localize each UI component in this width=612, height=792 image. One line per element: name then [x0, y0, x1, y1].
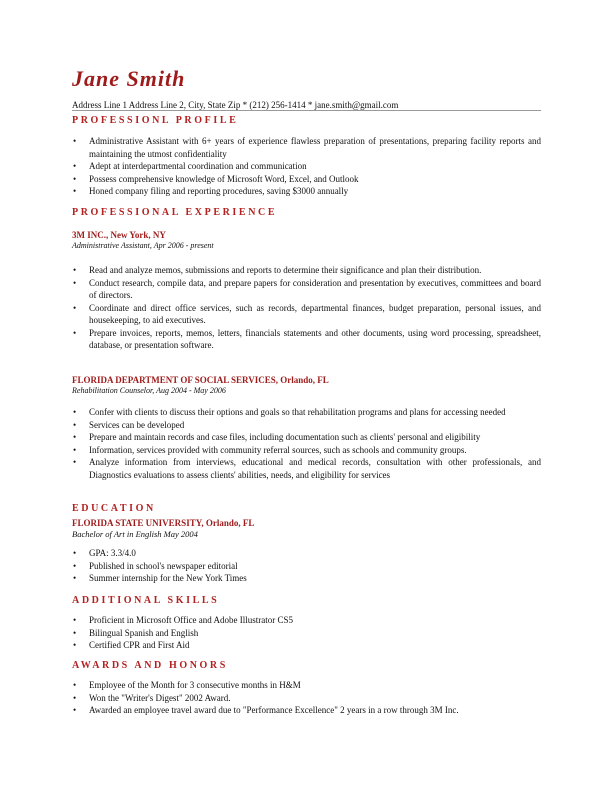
school: [72, 518, 541, 529]
skills-list: [72, 614, 541, 652]
profile-section: [72, 115, 541, 198]
company-name: 3M INC.,: [72, 230, 109, 240]
job-duties-list: [72, 264, 541, 352]
contact-line: Address Line 1 Address Line 2, City, State Zip * (212) 256-1414 * jane.smith@gmail.com: [72, 100, 399, 110]
list-item: • Services can be developed: [72, 419, 541, 432]
awards-heading: AWARDS AND HONORS: [72, 660, 228, 671]
list-item: • Prepare invoices, reports, memos, letters, financials statements and other documents, using word processing, spreadsheet, database, or presentation software.: [72, 327, 541, 352]
profile-heading: PROFESSIONL PROFILE: [72, 115, 239, 126]
company-location: Orlando, FL: [280, 375, 329, 385]
header-divider: [72, 110, 541, 111]
list-item: • GPA: 3.3/4.0: [72, 547, 541, 560]
list-item: • Administrative Assistant with 6+ years of experience flawless preparation of presentations, preparing facility reports and maintaining the utmost confidentiality: [72, 135, 541, 160]
job-role: Rehabilitation Counselor, Aug 2004 - May 2006: [72, 386, 226, 395]
company-name: FLORIDA DEPARTMENT OF SOCIAL SERVICES,: [72, 375, 278, 385]
awards-list: [72, 679, 541, 717]
list-item: • Coordinate and direct office services, such as records, departmental finances, budget preparation, personal issues, and housekeeping, to aid executives.: [72, 302, 541, 327]
awards-section: [72, 660, 541, 717]
list-item: • Analyze information from interviews, educational and medical records, consultation with other professionals, and Diagnostics evaluations to assess clients' abilities, needs, and eligibility for services: [72, 456, 541, 481]
job-entry-florida-dss: [72, 375, 541, 481]
job-role: Administrative Assistant, Apr 2006 - present: [72, 241, 214, 250]
job-company: [72, 230, 541, 241]
job-company: [72, 375, 541, 386]
education-section: [72, 503, 541, 585]
education-heading: EDUCATION: [72, 503, 156, 514]
experience-section: [72, 207, 541, 219]
list-item: • Bilingual Spanish and English: [72, 627, 541, 640]
education-list: [72, 547, 541, 585]
resume-page: [72, 0, 541, 792]
school-location: Orlando, FL: [205, 518, 255, 528]
list-item: • Won the "Writer's Digest" 2002 Award.: [72, 692, 541, 705]
list-item: • Certified CPR and First Aid: [72, 639, 541, 652]
job-duties-list: [72, 406, 541, 481]
degree: Bachelor of Art in English May 2004: [72, 529, 198, 539]
list-item: • Adept at interdepartmental coordination and communication: [72, 160, 541, 173]
list-item: • Possess comprehensive knowledge of Microsoft Word, Excel, and Outlook: [72, 173, 541, 186]
school-name: FLORIDA STATE UNIVERSITY,: [72, 518, 204, 528]
list-item: • Conduct research, compile data, and prepare papers for consideration and presentation by executives, committees and board of directors.: [72, 277, 541, 302]
skills-section: [72, 595, 541, 652]
list-item: • Honed company filing and reporting procedures, saving $3000 annually: [72, 185, 541, 198]
list-item: • Prepare and maintain records and case files, including documentation such as clients' personal and eligibility: [72, 431, 541, 444]
list-item: • Confer with clients to discuss their options and goals so that rehabilitation programs and plans for accessing needed: [72, 406, 541, 419]
list-item: • Information, services provided with community referral sources, such as schools and community groups.: [72, 444, 541, 457]
experience-heading: PROFESSIONAL EXPERIENCE: [72, 207, 278, 218]
list-item: • Read and analyze memos, submissions and reports to determine their significance and plan their distribution.: [72, 264, 541, 277]
list-item: • Summer internship for the New York Times: [72, 572, 541, 585]
list-item: • Awarded an employee travel award due to "Performance Excellence" 2 years in a row through 3M Inc.: [72, 704, 541, 717]
list-item: • Published in school's newspaper editorial: [72, 560, 541, 573]
skills-heading: ADDITIONAL SKILLS: [72, 595, 220, 606]
company-location: New York, NY: [110, 230, 166, 240]
list-item: • Employee of the Month for 3 consecutive months in H&M: [72, 679, 541, 692]
list-item: • Proficient in Microsoft Office and Adobe Illustrator CS5: [72, 614, 541, 627]
profile-list: [72, 135, 541, 198]
candidate-name: Jane Smith: [72, 66, 186, 91]
job-entry-3m: [72, 230, 541, 352]
